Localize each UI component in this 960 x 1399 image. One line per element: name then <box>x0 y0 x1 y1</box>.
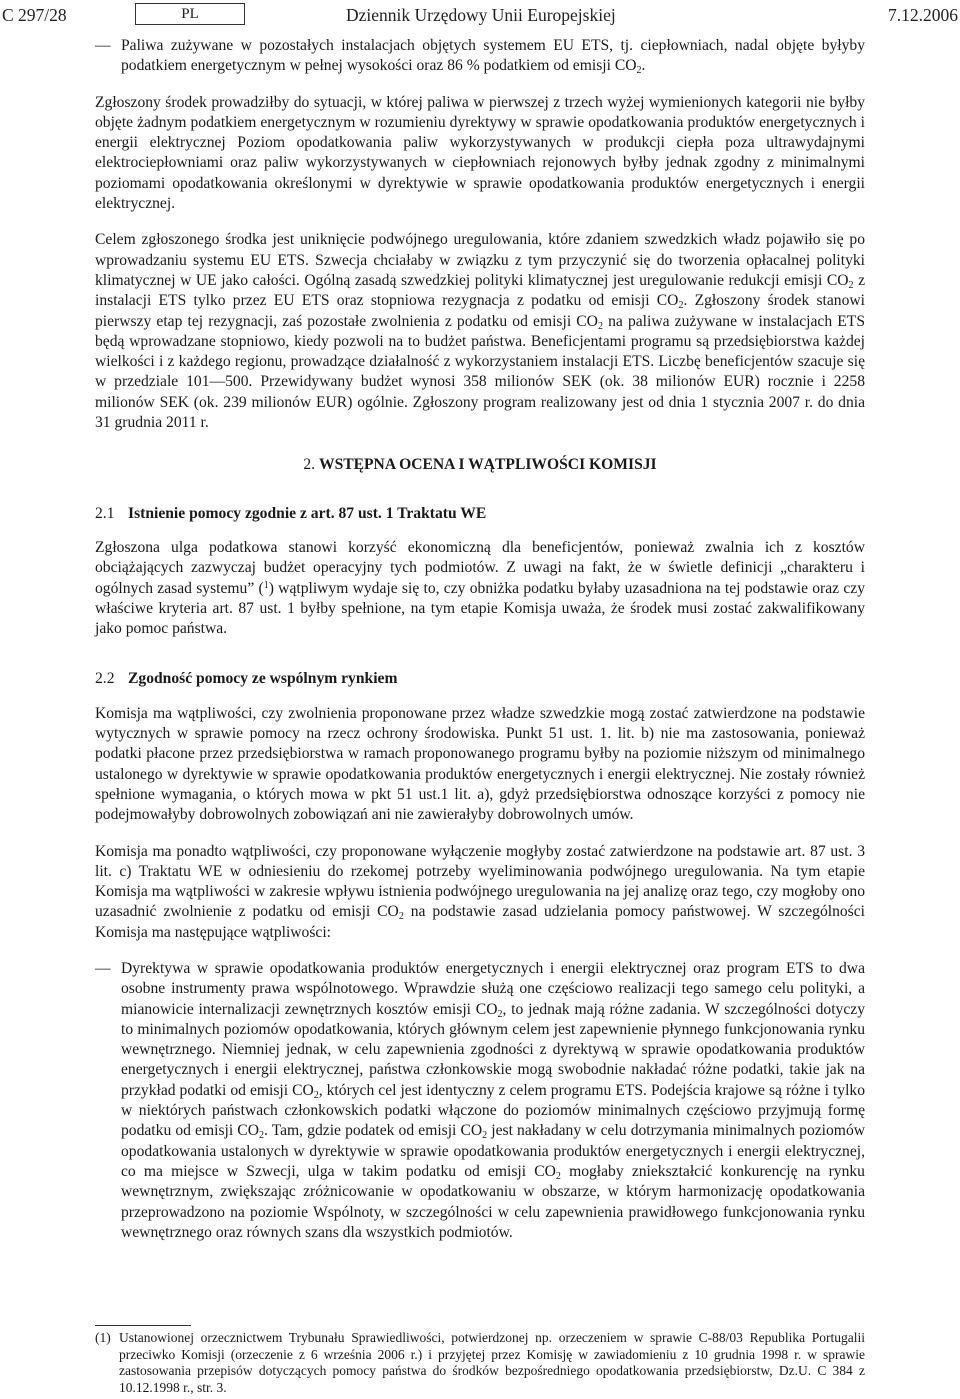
footnote <box>95 1330 865 1396</box>
dash-marker: — <box>95 959 111 977</box>
subscript-2: 2 <box>497 1008 503 1020</box>
subscript-2: 2 <box>555 1170 561 1182</box>
p2-part-d: na paliwa zużywane w instalacjach ETS będą wprowadzane stopniowo, kiedy pozwoli na to budżet państwa. Beneficjentami programu są przedsiębiorstwa każdej wielkości i z każdego regionu, prowadzące działalność z wykorzystaniem instalacji ETS. Liczbę beneficjentów szacuje się w przedziale 101—500. Przewidywany budżet wynosi 358 milionów SEK (ok. 38 milionów EUR) rocznie i 2258 milionów SEK (ok. 239 milionów EUR) ogólnie. Zgłoszony program realizowany jest od dnia 1 stycznia 2007 r. do dnia 31 grudnia 2011 r. <box>95 312 865 432</box>
section-number: 2. <box>303 456 316 474</box>
p2-part-a: Celem zgłoszonego środka jest uniknięcie podwójnego uregulowania, które zdaniem szwedzkich władz pojawiło się po wprowadzaniu systemu EU ETS. Szwecja chciałaby w związku z tym przyczynić się do tworzenia opłacalnej polityki klimatycznej w UE jako całości. Ogólną zasadą szwedzkiej polityki klimatycznej jest uregulowanie redukcji emisji CO <box>95 231 865 289</box>
section-heading <box>95 455 865 475</box>
subscript-2: 2 <box>398 911 404 923</box>
subscript-2: 2 <box>636 65 642 77</box>
paragraph-2-1 <box>95 538 865 639</box>
subscript-2: 2 <box>313 1089 319 1101</box>
p2-part-c: . Zgłoszony środek stanowi pierwszy etap tej rezygnacji, zaś pozostałe zwolnienia z podatku od emisji CO <box>95 292 865 330</box>
subsection-heading-2-2 <box>95 669 865 689</box>
paragraph-2 <box>95 230 865 433</box>
journal-title: Dziennik Urzędowy Unii Europejskiej <box>346 5 616 25</box>
doubt-list-item <box>95 959 865 1243</box>
footnote-mark: (1) <box>95 1330 111 1345</box>
publication-date: 7.12.2006 <box>888 5 958 25</box>
subscript-2: 2 <box>482 1130 488 1142</box>
dash-marker: — <box>95 37 111 54</box>
language-code-box: PL <box>135 3 245 25</box>
item-part-b: , to jednak mają różne zadania. W szczególności dotyczy to minimalnych poziomów opodatkowania, których głównym celem jest zapewnienie płynnego funkcjonowania rynku wewnętrznego. Niemniej jednak, w celu zapewnienia zgodności z dyrektywą w sprawie opodatkowania produktów energetycznych i energii elektrycznej, państwa członkowskie mogą swobodnie nakładać różne podatki, takie jak na przykład podatki od emisji CO <box>121 1000 865 1099</box>
subscript-2: 2 <box>848 279 854 291</box>
footnote-reference[interactable]: 1 <box>263 579 269 591</box>
intro-list-item <box>95 36 865 77</box>
p21-part-b: ) wątpliwym wydaje się to, czy obniżka podatku byłaby uzasadniona na tej podstawie oraz czy właściwe kryteria art. 87 ust. 1 byłby spełnione, na tym etapie Komisja uważa, że środek musi zostać zakwalifikowany jako pomoc państwa. <box>95 579 866 638</box>
p22-part-a: Komisja ma ponadto wątpliwości, czy proponowane wyłączenie mogłyby zostać zatwierdzone na podstawie art. 87 ust. 3 lit. c) Traktatu WE w odniesieniu do rzekomej potrzeby wyeliminowania podwójnego uregulowania. Na tym etapie Komisja ma wątpliwości w zakresie wpływu istnienia podwójnego uregulowania na jej analizę oraz tego, czy mogłoby ono uzasadnić zwolnienie z podatku od emisji CO <box>95 842 865 921</box>
footnote-text: Ustanowionej orzecznictwem Trybunału Sprawiedliwości, potwierdzonej np. orzeczeniem w sprawie C-88/03 Republika Portugalii przeciwko Komisji (orzeczenie z 6 września 2006 r.) i przyjętej przez Komisję w zawiadomieniu z 10 grudnia 1998 r. w sprawie zastosowania przepisów dotyczących pomocy państwa do środków bezpośredniego opodatkowania przedsiębiorstw, Dz.U. C 384 z 10.12.1998 r., str. 3. <box>119 1330 865 1395</box>
subsection-number: 2.1 <box>95 504 115 522</box>
p22-part-b: na podstawie zasad udzielania pomocy państwowej. W szczególności Komisja ma następujące wątpliwości: <box>95 903 866 941</box>
page-header <box>2 2 958 28</box>
subsection-heading-2-1 <box>95 504 865 524</box>
item-part-e: jest nakładany w celu dotrzymania minimalnych poziomów opodatkowania ustalonych w dyrektywie w sprawie opodatkowania produktów energetycznych i energii elektrycznej, co ma miejsce w Szwecji, ulga w takim podatku od emisji CO <box>121 1122 865 1180</box>
body-text <box>95 36 865 1259</box>
p2-part-b: z instalacji ETS tylko przez EU ETS oraz stopniowa rezygnacja z podatku od emisji CO <box>95 271 866 310</box>
item-part-f: mogłaby zniekształcić konkurencję na rynku wewnętrznym, zwiększając zróżnicowanie w opodatkowaniu w obszarze, w którym harmonizację opodatkowania przeprowadzono na poziomie Wspólnoty, w szczególności w celu zapewnienia prawidłowego funkcjonowania rynku wewnętrznego oraz równych szans dla wszystkich podmiotów. <box>121 1162 865 1241</box>
p21-part-a: Zgłoszona ulga podatkowa stanowi korzyść ekonomiczną dla beneficjentów, ponieważ zwalnia ich z kosztów obciążających zazwyczaj budżet operacyjny tych podmiotów. Z uwagi na fakt, że w świetle definicji „charakteru i ogólnych zasad systemu” ( <box>95 538 865 597</box>
item-part-a: Dyrektywa w sprawie opodatkowania produktów energetycznych i energii elektrycznej oraz program ETS to dwa osobne instrumenty prawa wspólnotowego. Wprawdzie służą one częściowo realizacji tego samego celu polityki, a mianowicie internalizacji zewnętrznych kosztów emisji CO <box>121 959 865 1018</box>
paragraph-2-2-1: Komisja ma wątpliwości, czy zwolnienia proponowane przez władze szwedzkie mogą zostać zatwierdzone na podstawie wytycznych w sprawie pomocy na rzecz ochrony środowiska. Punkt 51 ust. 1. lit. b) nie ma zastosowania, ponieważ podatki płacone przez przedsiębiorstwa w ramach proponowanego programu byłby na poziomie niższym od minimalnego ustalonego w dyrektywie w sprawie opodatkowania produktów energetycznych i energii elektrycznej. Nie zostały również spełnione wymagania, o których mowa w pkt 51 ust.1 lit. a), gdyż przedsiębiorstwa odnoszące korzyści z pomocy nie podejmowałyby dobrowolnych zobowiązań ani nie zawierałyby dobrowolnych umów. <box>95 704 865 824</box>
section-title: WSTĘPNA OCENA I WĄTPLIWOŚCI KOMISJI <box>318 456 657 474</box>
subscript-2: 2 <box>678 300 684 312</box>
item-part-d: . Tam, gdzie podatek od emisji CO <box>263 1122 483 1140</box>
intro-end: . <box>641 57 646 75</box>
subsection-title: Zgodność pomocy ze wspólnym rynkiem <box>128 670 398 688</box>
subscript-2: 2 <box>258 1130 264 1142</box>
footnote-divider <box>95 1325 191 1326</box>
subscript-2: 2 <box>597 320 603 332</box>
paragraph-2-2-2 <box>95 842 865 943</box>
page-reference: C 297/28 <box>2 5 67 25</box>
intro-text: Paliwa zużywane w pozostałych instalacjach objętych systemem EU ETS, tj. ciepłowniach, nadal objęte byłyby podatkiem energetycznym w pełnej wysokości oraz 86 % podatkiem od emisji CO <box>121 37 865 75</box>
paragraph-1: Zgłoszony środek prowadziłby do sytuacji, w której paliwa w pierwszej z trzech wyżej wymienionych kategorii nie byłby objęte żadnym podatkiem energetycznym w rozumieniu dyrektywy w sprawie opodatkowania produktów energetycznych i energii elektrycznej Poziom opodatkowania paliw wykorzystywanych w produkcji ciepła poza ultrawydajnymi elektrociepłowniami oraz paliw wykorzystywanych w ciepłowniach rejonowych byłby jednak zgodny z minimalnymi poziomami opodatkowania określonymi w dyrektywie w sprawie opodatkowania produktów energetycznych i energii elektrycznej. <box>95 93 865 213</box>
subsection-number: 2.2 <box>95 670 115 688</box>
item-part-c: , których cel jest identyczny z celem programu ETS. Podejścia krajowe są różne i tylko w niektórych państwach członkowskich podatki włączone do poziomów minimalnych częściowo przyjmują formę podatku od emisji CO <box>121 1081 865 1140</box>
subsection-title: Istnienie pomocy zgodnie z art. 87 ust. 1 Traktatu WE <box>128 504 487 522</box>
